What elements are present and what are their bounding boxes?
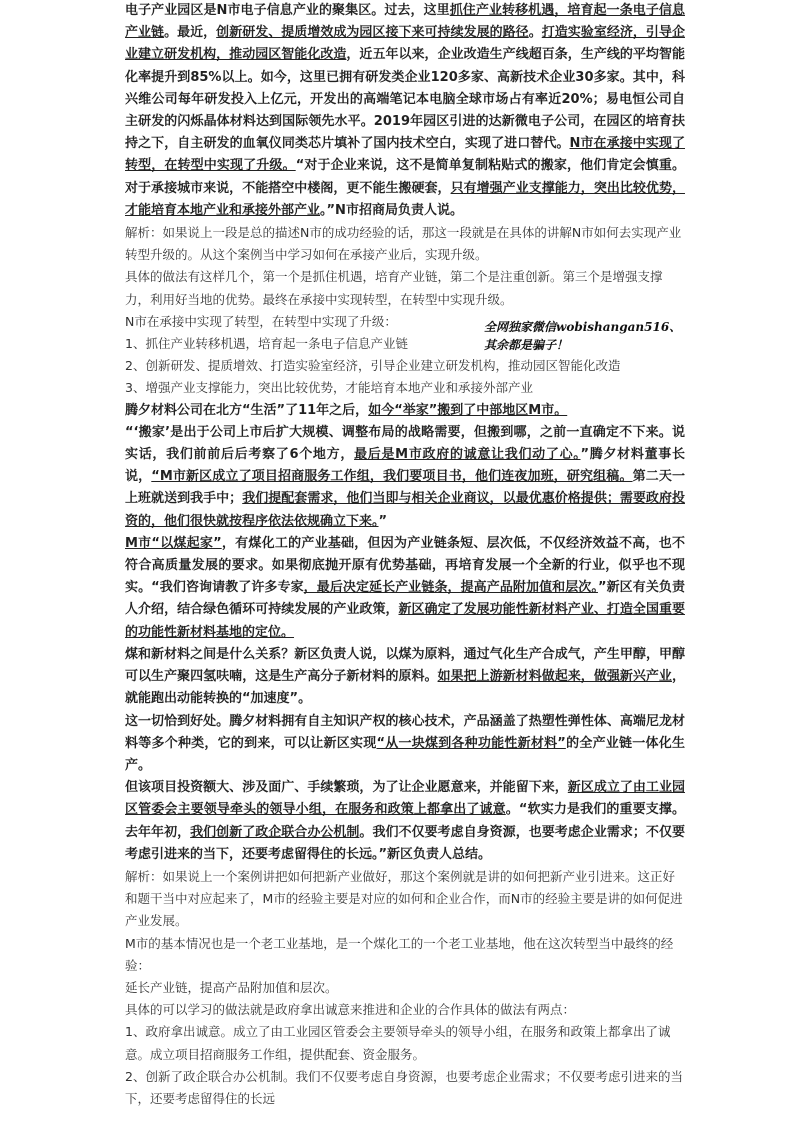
- underlined-text: 新区确定了发展功能性新材料产业、打造全国重要的功能性新材料基地的定位。: [125, 602, 685, 640]
- text: 。最近，: [164, 25, 217, 41]
- text: ，就能跑出动能转换的“加速度”。: [125, 669, 685, 707]
- text: “‘搬家’是出于公司上市后扩大规模、调整布局的战略需要，但搬到哪，之前一直确定不下来。说实话，我们前前后后考察了6个地方，: [125, 424, 685, 463]
- text: 。”N市招商局负责人说。: [320, 202, 463, 218]
- underlined-text: 如今“举家”搬到了中部地区M市。: [368, 402, 568, 418]
- point-3: 3、增强产业支撑能力，突出比较优势，才能培育本地产业和承接外部产业: [125, 380, 533, 396]
- case2-sincerity: [125, 777, 685, 866]
- underlined-text: 打造实验室经济，引导企业建立研发机构，推动园区智能化改造: [125, 25, 685, 63]
- text: ”: [378, 513, 388, 529]
- text: 但该项目投资额大、涉及面广、手续繁琐，为了让企业愿意来，并能留下来，: [125, 780, 568, 796]
- underlined-text: 如果把上游新材料做起来，做强新兴产业: [437, 669, 672, 685]
- point-4: 1、政府拿出诚意。成立了由工业园区管委会主要领导牵头的领导小组，在服务和政策上都拿出了诚意。成立项目招商服务工作组，提供配套、资金服务。: [125, 1024, 671, 1062]
- point-1: 1、抓住产业转移机遇，培育起一条电子信息产业链: [125, 336, 408, 352]
- text: ”新区有关负责人介绍，结合绿色循环可持续发展的产业政策，: [125, 580, 686, 618]
- text: ”腾夕材料董事长说，: [125, 447, 686, 485]
- watermark-line: 全网独家微信wobishangan516、: [484, 320, 682, 334]
- text: 腾夕材料公司在北方“生活”了11年之后，: [125, 402, 369, 418]
- underlined-text: 最后是M市政府的诚意让我们动了心。: [354, 447, 581, 463]
- text: 煤和新材料之间是什么关系？新区负责人说，以煤为原料，通过气化生产合成气，产生甲醇，甲醇可以生产聚四氢呋喃，这是生产高分子新材料的原料。: [125, 646, 685, 685]
- case1-paragraph: [125, 0, 685, 222]
- underlined-text: M市“以煤起家”: [125, 535, 222, 551]
- underlined-text: 只有增强产业支撑能力，突出比较优势，才能培育本地产业和承接外部产业: [125, 180, 685, 218]
- watermark-text: [484, 318, 734, 354]
- point-2: 2、创新研发、提质增效、打造实验室经济，引导企业建立研发机构，推动园区智能化改造: [125, 358, 621, 374]
- text: ，有煤化工的产业基础，但因为产业链条短、层次低，不仅经济效益不高，也不符合高质量发展的要求。如果彻底抛开原有优势基础，再培育发展一个全新的行业，似乎也不现实。“我们咨询请教了许多专家: [125, 535, 685, 596]
- case2-new-materials: [125, 644, 685, 711]
- text: 。“软实力是我们的重要支撑。去年年初，: [125, 802, 685, 840]
- underlined-text: “M市新区成立了项目招商服务工作组，我们要项目书，他们连夜加班，研究组稿。: [151, 469, 633, 485]
- text: “对于企业来说，这不是简单复制粘贴式的搬家，他们肯定会慎重。对于承接城市来说，不能搭空中楼阁，更不能生搬硬套，: [125, 158, 685, 196]
- text: 这一切恰到好处。腾夕材料拥有自主知识产权的核心技术，产品涵盖了热塑性弹性体、高端尼龙材料等多个种类，它的到来，可以让新区实现: [125, 713, 685, 751]
- text: ，近五年以来，企业改造生产线超百条，生产线的平均智能化率提升到85%以上。如今，这里已拥有研发类企业120多家、高新技术企业30多家。其中，科兴维公司每年研发投入上亿元，开发出的高端笔记本电脑全球市场占有率近20%；易电恒公司自主研发的闪烁晶体材料达到国际领先水平。2019年园区引进的达新微电子公司，在园区的培育扶持之下，自主研发的血氧仪同类芯片填补了国内技术空白，实现了进口替代。: [125, 47, 685, 152]
- text: 电子产业园区是N市电子信息产业的聚集区。过去，这里: [125, 3, 450, 18]
- text: 第二天一上班就送到我手中；: [125, 469, 685, 507]
- text: 的全产业链一体化生产。: [125, 735, 685, 773]
- document-page: [125, 0, 685, 1110]
- analysis-2: 具体的做法有这样几个，第一个是抓住机遇，培育产业链，第二个是注重创新。第三个是增强支撑力，利用好当地的优势。最终在承接中实现转型，在转型中实现升级。: [125, 269, 663, 307]
- underlined-text: 我们提配套需求，他们当即与相关企业商议，以最优惠价格提供；需要政府投资的，他们很快就按程序依法依规确立下来。: [125, 491, 685, 529]
- case2-quote: [125, 422, 685, 533]
- underlined-text: 创新研发、提质增效成为园区接下来可持续发展的路径: [216, 25, 529, 41]
- underlined-text: 抓住产业转移机遇，培育起一条电子信息产业链: [125, 3, 685, 41]
- analysis-5: M市的基本情况也是一个老工业基地，是一个煤化工的一个老工业基地，他在这次转型当中最终的经验：: [125, 935, 674, 973]
- case2-full-chain: [125, 711, 685, 778]
- text: 。我们不仅要考虑自身资源，也要考虑企业需求；不仅要考虑引进来的当下，还要考虑留得住的长远。”新区负责人总结。: [125, 824, 685, 862]
- analysis-3: N市在承接中实现了转型，在转型中实现了升级：: [125, 313, 397, 329]
- text: 。: [528, 25, 542, 41]
- underlined-text: ，最后决定延长产业链条，提高产品附加值和层次。: [303, 580, 598, 596]
- point-5: 2、创新了政企联合办公机制。我们不仅要考虑自身资源，也要考虑企业需求；不仅要考虑引进来的当下，还要考虑留得住的长远: [125, 1068, 683, 1106]
- analysis-4: 解析：如果说上一个案例讲把如何把新产业做好，那这个案例就是讲的如何把新产业引进来。这正好和题干当中对应起来了，M市的经验主要是对应的如何和企业合作，而N市的经验主要是讲的如何促进产业发展。: [125, 868, 683, 929]
- analysis-1: 解析：如果说上一段是总的描述N市的成功经验的话，那这一段就是在具体的讲解N市如何去实现产业转型升级的。从这个案例当中学习如何在承接产业后，实现升级。: [125, 225, 682, 263]
- case2-intro: [125, 400, 685, 422]
- case2-coal-base: [125, 533, 685, 644]
- underlined-text: N市在承接中实现了转型，在转型中实现了升级。: [125, 136, 685, 174]
- underlined-text: “从一块煤到各种功能性新材料”: [376, 735, 566, 751]
- underlined-text: 新区成立了由工业园区管委会主要领导牵头的领导小组，在服务和政策上都拿出了诚意: [125, 780, 685, 818]
- analysis-7: 具体的可以学习的做法就是政府拿出诚意来推进和企业的合作具体的做法有两点：: [125, 1002, 576, 1018]
- underlined-text: 我们创新了政企联合办公机制: [190, 824, 360, 840]
- watermark-line: 其余都是骗子！: [484, 338, 569, 352]
- analysis-6: 延长产业链，提高产品附加值和层次。: [125, 979, 338, 995]
